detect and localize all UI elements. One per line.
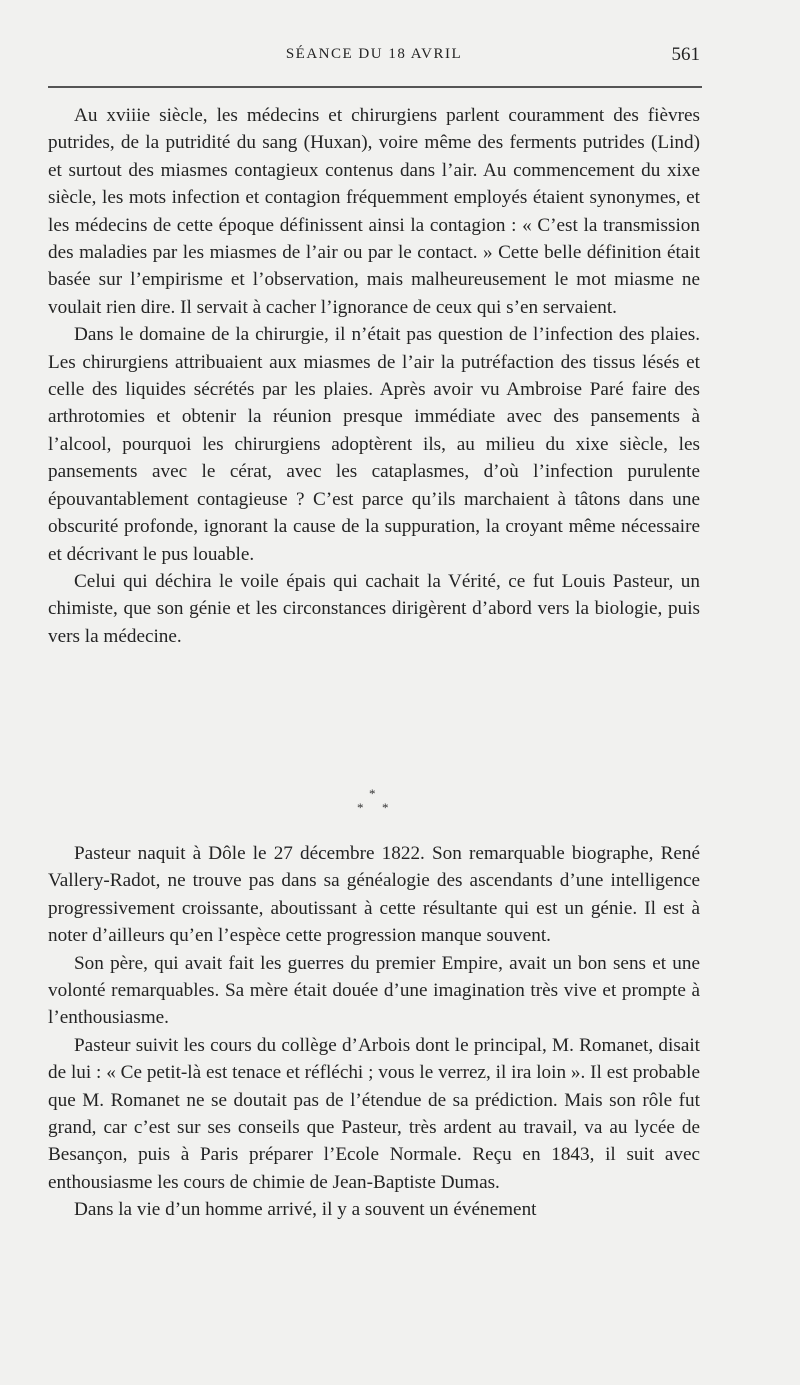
paragraph: Dans la vie d’un homme arrivé, il y a souvent un événement [74, 1199, 537, 1221]
page-header [48, 44, 700, 74]
page-number: 561 [671, 44, 700, 65]
asterisk: * [357, 800, 364, 815]
asterisk: * [382, 800, 389, 815]
text-section-2 [48, 840, 700, 1224]
paragraph: Celui qui déchira le voile épais qui cachait la Vérité, ce fut Louis Pasteur, un chimiste, que son génie et les circonstances dirigèrent d’abord vers la biologie, puis vers la médecine. [48, 570, 700, 647]
paragraph: Dans le domaine de la chirurgie, il n’était pas question de l’infection des plaies. Les chirurgiens attribuaient aux miasmes de l’air la putréfaction des tissus lésés et celle des liquides sécrétés par les plaies. Après avoir vu Ambroise Paré faire des arthrotomies et obtenir la réunion presque immédiate avec des pansements à l’alcool, pourquoi les chirurgiens adoptèrent ils, au milieu du xixe siècle, les pansements avec le cérat, avec les cataplasmes, d’où l’infection purulente épouvantablement contagieuse ? C’est parce qu’ils marchaient à tâtons dans une obscurité profonde, ignorant la cause de la suppuration, la croyant même nécessaire et décrivant le pus louable. [48, 324, 700, 565]
asterisk: * [369, 786, 376, 801]
paragraph: Son père, qui avait fait les guerres du premier Empire, avait un bon sens et une volonté remarquables. Sa mère était douée d’une imagination très vive et prompte à l’enthousiasme. [48, 952, 700, 1029]
paragraph: Pasteur suivit les cours du collège d’Arbois dont le principal, M. Romanet, disait de lui : « Ce petit-là est tenace et réfléchi ; vous le verrez, il ira loin ». Il est probable que M. Romanet ne se doutait pas de l’étendue de sa prédiction. Mais son rôle fut grand, car c’est sur ses conseils que Pasteur, très ardent au travail, va au lycée de Besançon, puis à Paris préparer l’Ecole Normale. Reçu en 1843, il suit avec enthousiasme les cours de chimie de Jean-Baptiste Dumas. [48, 1034, 700, 1193]
paragraph: Pasteur naquit à Dôle le 27 décembre 1822. Son remarquable biographe, René Vallery-Radot, ne trouve pas dans sa généalogie des ascendants d’une intelligence progressivement croissante, aboutissant à cette résultante qui est un génie. Il est à noter d’ailleurs qu’en l’espèce cette progression manque souvent. [48, 843, 700, 947]
paragraph: Au xviiie siècle, les médecins et chirurgiens parlent couramment des fièvres putrides, de la putridité du sang (Huxan), voire même des ferments putrides (Lind) et surtout des miasmes contagieux contenus dans l’air. Au commencement du xixe siècle, les mots infection et contagion fréquemment employés étaient synonymes, et les médecins de cette époque définissent ainsi la contagion : « C’est la transmission des maladies par les miasmes de l’air ou par le contact. » Cette belle définition était basée sur l’empirisme et l’observation, mais malheureusement le mot miasme ne voulait rien dire. Il servait à cacher l’ignorance de ceux qui s’en servaient. [48, 105, 700, 318]
text-section-1 [48, 102, 700, 650]
section-separator [340, 786, 410, 822]
header-rule [48, 86, 702, 88]
running-title: SÉANCE DU 18 AVRIL [285, 46, 463, 62]
